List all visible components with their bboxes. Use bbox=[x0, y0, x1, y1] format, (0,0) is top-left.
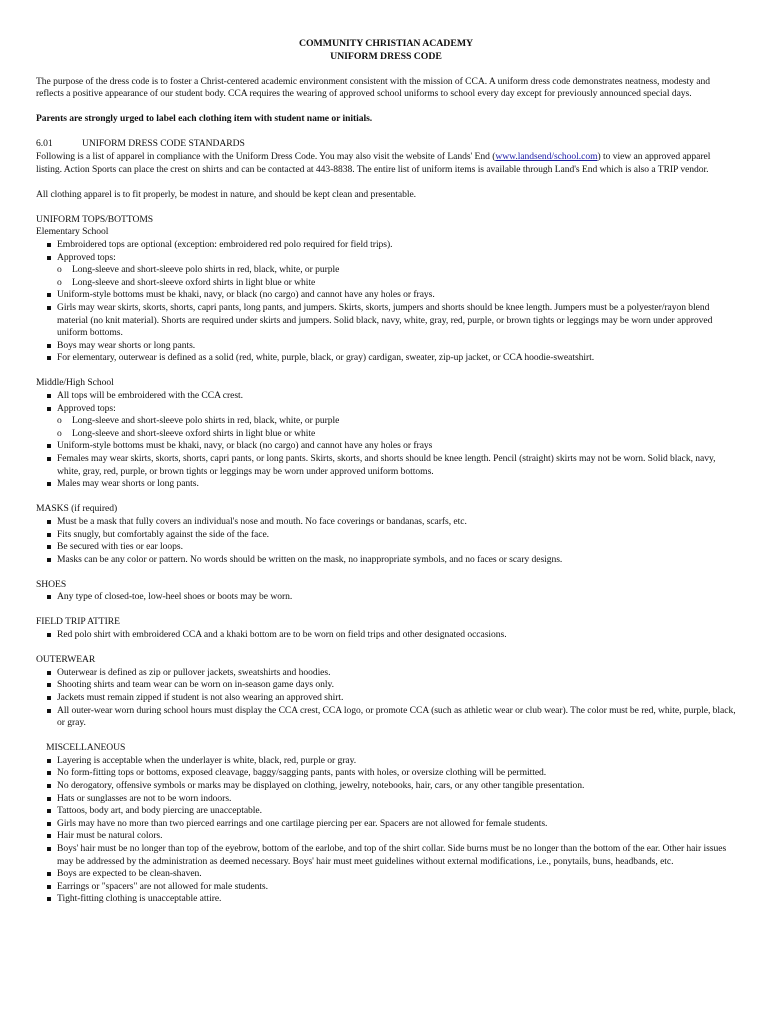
list-item: All tops will be embroidered with the CCA crest. bbox=[46, 390, 736, 403]
sub-list-item: o Long-sleeve and short-sleeve polo shirts in red, black, white, or purple bbox=[57, 264, 736, 277]
standards-section bbox=[36, 138, 736, 176]
intro-paragraph: The purpose of the dress code is to foster a Christ-centered academic environment consistent with the mission of CCA. A uniform dress code demonstrates neatness, modesty and reflects a positive appearance of our student body. CCA requires the wearing of approved school uniforms to school every day except for previously announced special days. bbox=[36, 75, 710, 100]
elementary-list bbox=[36, 239, 736, 365]
list-item: For elementary, outerwear is defined as a solid (red, white, purple, black, or gray) cardigan, sweater, zip-up jacket, or CCA hoodie-sweatshirt. bbox=[46, 352, 736, 365]
shoes-heading: SHOES bbox=[36, 578, 67, 590]
elementary-heading: Elementary School bbox=[36, 226, 109, 238]
approved-tops-label: Approved tops: bbox=[57, 402, 116, 414]
list-item: No derogatory, offensive symbols or marks may be displayed on clothing, jewelry, notebooks, hair, cars, or any other tangible presentation. bbox=[46, 780, 736, 793]
misc-section bbox=[36, 742, 736, 906]
misc-list bbox=[36, 755, 736, 906]
list-item: All outer-wear worn during school hours must display the CCA crest, CCA logo, or promote CCA (such as athletic wear or club wear). The color must be red, white, purple, black, or gray. bbox=[46, 705, 736, 730]
document-title bbox=[36, 38, 736, 63]
sub-list-item: o Long-sleeve and short-sleeve oxford shirts in light blue or white bbox=[57, 428, 736, 441]
list-item: No form-fitting tops or bottoms, exposed cleavage, baggy/sagging pants, pants with holes, or oversize clothing will be permitted. bbox=[46, 767, 736, 780]
list-item: Uniform-style bottoms must be khaki, navy, or black (no cargo) and cannot have any holes or frays bbox=[46, 440, 736, 453]
masks-list bbox=[36, 516, 736, 566]
list-item: Fits snugly, but comfortably against the side of the face. bbox=[46, 529, 736, 542]
list-item: Tight-fitting clothing is unacceptable attire. bbox=[46, 893, 736, 906]
outerwear-section bbox=[36, 654, 736, 730]
list-item: Girls may have no more than two pierced earrings and one cartilage piercing per ear. Spacers are not allowed for female students. bbox=[46, 818, 736, 831]
standards-text-start: Following is a list of apparel in compliance with the Uniform Dress Code. You may also visit the website of Lands' End ( bbox=[36, 151, 496, 163]
tops-bottoms-section bbox=[36, 214, 736, 491]
standards-paragraph bbox=[36, 151, 736, 176]
sub-list-item: o Long-sleeve and short-sleeve polo shirts in red, black, white, or purple bbox=[57, 415, 736, 428]
list-item: Jackets must remain zipped if student is not also wearing an approved shirt. bbox=[46, 692, 736, 705]
list-item bbox=[46, 403, 736, 441]
list-item: Must be a mask that fully covers an individual's nose and mouth. No face coverings or bandanas, scarfs, etc. bbox=[46, 516, 736, 529]
shoes-section bbox=[36, 579, 736, 604]
list-item: Girls may wear skirts, skorts, shorts, capri pants, long pants, and jumpers. Skirts, skorts, jumpers and shorts should be knee length. Jumpers must be a polyester/rayon blend material (no knit material). Shorts are required under skirts and jumpers. Solid black, navy, white, gray, red, purple, or brown tights or leggings may be worn under approved uniform bottoms. bbox=[46, 302, 736, 340]
field-trip-heading: FIELD TRIP ATTIRE bbox=[36, 616, 120, 628]
list-item: Boys are expected to be clean-shaven. bbox=[46, 868, 736, 881]
list-item: Layering is acceptable when the underlayer is white, black, red, purple or gray. bbox=[46, 755, 736, 768]
title-line-1: COMMUNITY CHRISTIAN ACADEMY bbox=[298, 38, 474, 49]
list-item bbox=[46, 252, 736, 290]
tops-bottoms-heading: UNIFORM TOPS/BOTTOMS bbox=[36, 213, 154, 225]
section-number: 6.01 bbox=[36, 138, 53, 150]
list-item: Hats or sunglasses are not to be worn indoors. bbox=[46, 793, 736, 806]
list-item: Masks can be any color or pattern. No words should be written on the mask, no inappropriate symbols, and no faces or scary designs. bbox=[46, 554, 736, 567]
outerwear-list bbox=[36, 667, 736, 730]
sub-list-item: o Long-sleeve and short-sleeve oxford shirts in light blue or white bbox=[57, 277, 736, 290]
list-item: Earrings or "spacers" are not allowed for male students. bbox=[46, 881, 736, 894]
middle-high-list bbox=[36, 390, 736, 491]
shoes-list bbox=[36, 591, 736, 604]
masks-section bbox=[36, 503, 736, 566]
outerwear-heading: OUTERWEAR bbox=[36, 654, 96, 666]
list-item: Red polo shirt with embroidered CCA and a khaki bottom are to be worn on field trips and other designated occasions. bbox=[46, 629, 736, 642]
list-item: Tattoos, body art, and body piercing are unacceptable. bbox=[46, 805, 736, 818]
list-item: Uniform-style bottoms must be khaki, navy, or black (no cargo) and cannot have any holes or frays. bbox=[46, 289, 736, 302]
field-trip-section bbox=[36, 616, 736, 641]
list-item: Boys may wear shorts or long pants. bbox=[46, 340, 736, 353]
middle-high-approved-tops bbox=[57, 415, 736, 440]
standards-text-end: ) to view an approved apparel listing. Action Sports can place the crest on shirts and can be contacted at 443-8838. The entire list of uniform items is available through Land's End which is also a TRIP vendor. bbox=[36, 151, 711, 175]
list-item: Be secured with ties or ear loops. bbox=[46, 541, 736, 554]
list-item: Shooting shirts and team wear can be worn on in-season game days only. bbox=[46, 679, 736, 692]
list-item: Embroidered tops are optional (exception: embroidered red polo required for field trips). bbox=[46, 239, 736, 252]
parents-note: Parents are strongly urged to label each clothing item with student name or initials. bbox=[36, 113, 373, 125]
standards-heading bbox=[36, 138, 736, 151]
field-trip-list bbox=[36, 629, 736, 642]
section-title: UNIFORM DRESS CODE STANDARDS bbox=[82, 138, 245, 150]
list-item: Males may wear shorts or long pants. bbox=[46, 478, 736, 491]
list-item: Hair must be natural colors. bbox=[46, 830, 736, 843]
list-item: Boys' hair must be no longer than top of the eyebrow, bottom of the earlobe, and top of the shirt collar. Side burns must be no longer than the bottom of the ear. Other hair issues may be addressed by the administration as deemed necessary. Boys' hair must meet guidelines without external modifications, i.e., ponytails, buns, headbands, etc. bbox=[46, 843, 736, 868]
title-line-2: UNIFORM DRESS CODE bbox=[330, 50, 442, 62]
list-item: Females may wear skirts, skorts, shorts, capri pants, or long pants. Skirts, skorts, and shorts should be knee length. Pencil (straight) skirts may not be worn. Solid black, navy, white, gray, red, purple, or brown tights or leggings may be worn under approved uniform bottoms. bbox=[46, 453, 736, 478]
misc-heading: MISCELLANEOUS bbox=[46, 742, 126, 754]
approved-tops-label: Approved tops: bbox=[57, 251, 116, 263]
list-item: Outerwear is defined as zip or pullover jackets, sweatshirts and hoodies. bbox=[46, 667, 736, 680]
masks-heading: MASKS (if required) bbox=[36, 503, 118, 515]
elementary-approved-tops bbox=[57, 264, 736, 289]
landsend-link[interactable]: www.landsend/school.com bbox=[495, 151, 598, 163]
list-item: Any type of closed-toe, low-heel shoes or boots may be worn. bbox=[46, 591, 736, 604]
middle-high-heading: Middle/High School bbox=[36, 377, 114, 389]
fit-note: All clothing apparel is to fit properly, be modest in nature, and should be kept clean and presentable. bbox=[36, 188, 416, 200]
